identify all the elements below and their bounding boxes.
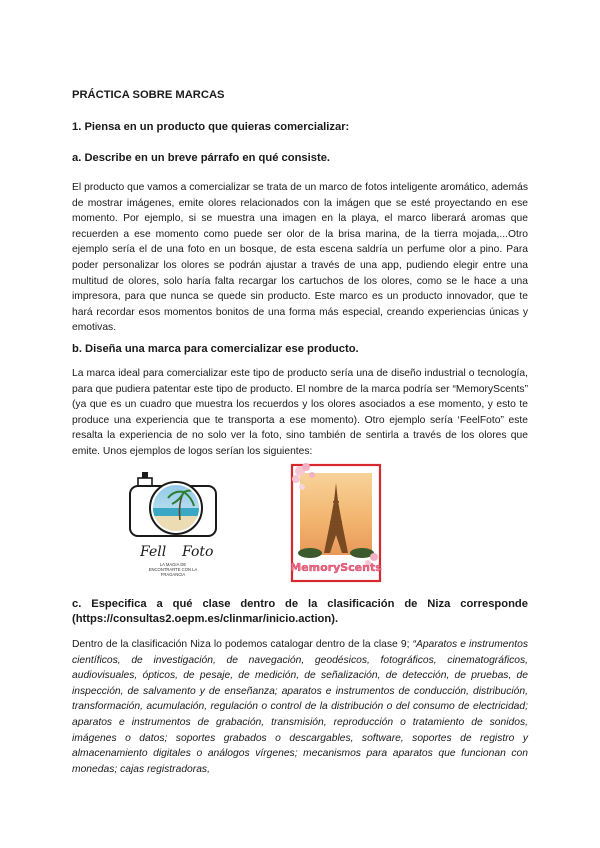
question-b: b. Diseña una marca para comercializar ese producto. bbox=[72, 343, 359, 355]
paragraph-c-intro: Dentro de la clasificación Niza lo podemos catalogar dentro de la clase 9; bbox=[72, 639, 413, 650]
feelfoto-wordmark-left: Fell bbox=[140, 544, 167, 560]
trees-left bbox=[298, 548, 322, 558]
bottle-nozzle bbox=[142, 472, 148, 478]
document-title: PRÁCTICA SOBRE MARCAS bbox=[72, 89, 225, 101]
feelfoto-tagline-3: FRAGANCIA bbox=[160, 572, 186, 577]
paragraph-a: El producto que vamos a comercializar se trata de un marco de fotos inteligente aromático, además de mostrar imágenes, emite olores relacionados con la imágen que se esté proyectando en ese momento. Por ejemplo, si se muestra una imagen en la playa, el marco liberará aromas que recuerden a ese momento como puede ser olor de la brisa marina, de la tierra mojada,...Otro ejemplo sería el de una foto en un bosque, de esta escena saldría un perfume olor a pino. Para poder personalizar los olores se podrán ajustar a través de una app, pudiendo elegir entre una multitud de olores, solo haría falta recargar los cartuchos de los olores, como se le hace a una impresora, para que nunca se quede sin producto. Este marco es un producto innovador, que te hará recordar esos momentos bonitos de una forma más especial, creando experiencias únicas y emotivas. bbox=[72, 182, 528, 334]
feelfoto-tagline-1: LA MAGIA DE bbox=[159, 562, 187, 567]
memoryscents-logo bbox=[290, 461, 382, 583]
paragraph-b: La marca ideal para comercializar este tipo de producto sería una de diseño industrial o tecnología, para que pudiera patentar este tipo de producto. El nombre de la marca podría ser “MemoryScents” (ya que es un cuadro que muestra los recuerdos y los olores asociados a ese momento, y esto te produce una experiencia que te transporta a ese momento). Otro ejemplo sería ‘FeelFoto” este resalta la experiencia de no solo ver la foto, sino también de sentirla a través de los olores que emite. Unos ejemplos de logos serían los siguientes: bbox=[72, 368, 528, 457]
question-1: 1. Piensa en un producto que quieras comercializar: bbox=[72, 121, 350, 133]
feelfoto-tagline-2: ENCONTRARTE CON LA bbox=[148, 567, 198, 572]
feelfoto-wordmark-right: Foto bbox=[182, 544, 214, 560]
feelfoto-logo bbox=[118, 470, 228, 582]
question-c: c. Especifica a qué clase dentro de la clasificación de Niza corresponde (https://consultas2.oepm.es/clinmar/inicio.action). bbox=[72, 598, 528, 625]
bottle-cap bbox=[138, 478, 152, 486]
memoryscents-label: MemoryScents bbox=[290, 561, 382, 574]
question-a: a. Describe en un breve párrafo en qué consiste. bbox=[72, 152, 331, 164]
paragraph-c-quote: “Aparatos e instrumentos científicos, de investigación, de navegación, geodésicos, fotográficos, cinematográficos, audiovisuales, ópticos, de pesaje, de medición, de señalización, de detección, de pruebas, de inspección, de salvamento y de enseñanza; aparatos e instrumentos de conducción, distribución, transformación, acumulación, regulación o control de la distribución o del consumo de electricidad; aparatos e instrumentos de grabación, transmisión, reproducción o tratamiento de sonidos, imágenes o datos; soportes grabados o descargables, software, soportes de registro y almacenamiento digitales o análogos vírgenes; mecanismos para aparatos que funcionan con monedas; cajas registradoras, bbox=[72, 639, 528, 775]
paragraph-c bbox=[72, 637, 528, 777]
